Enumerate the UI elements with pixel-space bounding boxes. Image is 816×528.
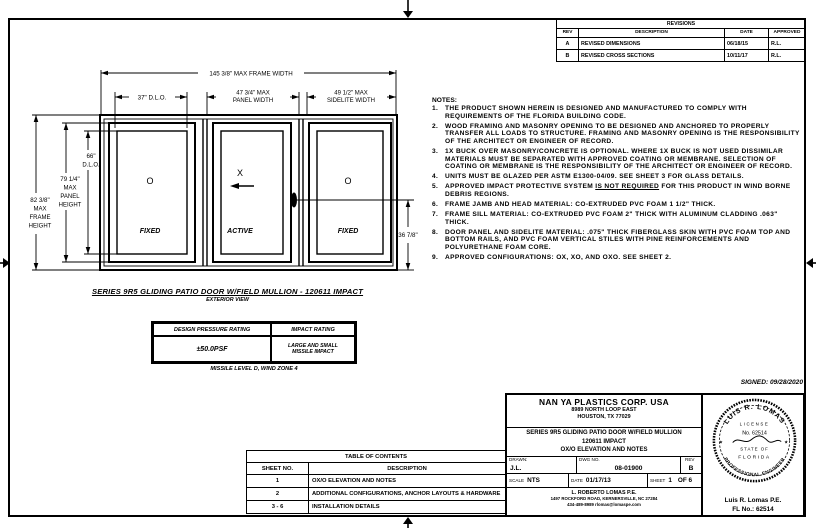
svg-text:79 1/4": 79 1/4" [60, 176, 80, 183]
title-block [505, 393, 805, 517]
svg-text:SIDELITE WIDTH: SIDELITE WIDTH [326, 98, 376, 104]
sheet-number: 1 [668, 477, 672, 484]
engineer-name: L. ROBERTO LOMAS P.E. [571, 490, 637, 496]
notes-title: NOTES: [432, 97, 457, 104]
revision-approved: R.L. [769, 38, 806, 50]
dim-handle-height: 36 7/8" [398, 232, 418, 239]
design-pressure-value: ±50.0PSF [153, 336, 271, 362]
slide-direction-arrow-icon [230, 183, 254, 189]
svg-text:D.L.O.: D.L.O. [82, 162, 100, 169]
toc-row: 2 ADDITIONAL CONFIGURATIONS, ANCHOR LAYOUTS & HARDWARE [247, 488, 506, 501]
seal-license: LICENSE [739, 421, 770, 427]
note-item: 2. WOOD FRAMING AND MASONRY OPENING TO BE DESIGNED AND ANCHORED TO PROPERLY TRANSFER ALL LOADS TO STRUCTURE. FRAMING AND MASONRY OPENING IS THE RESPONSIBILITY OF THE ARCHITECT OR ENGINEER OF RECORD. [432, 122, 800, 145]
toc-row: 1 OX/O ELEVATION AND NOTES [247, 475, 506, 488]
panel-label-fixed-right: FIXED [337, 228, 359, 235]
panel-label-fixed-left: FIXED [139, 228, 161, 235]
engineer-printed-name: Luis R. Lomas P.E. [724, 497, 782, 505]
product-series: SERIES 9R5 GLIDING PATIO DOOR W/FIELD MULLION [526, 430, 682, 436]
elevation-caption [30, 287, 425, 303]
note-item: 5. APPROVED IMPACT PROTECTIVE SYSTEM IS NOT REQUIRED FOR THIS PRODUCT IN WIND BORNE DEBRIS REGIONS. [432, 183, 791, 198]
note-item: 9. APPROVED CONFIGURATIONS: OX, XO, AND OXO. SEE SHEET 2. [432, 254, 672, 262]
rev-cell: REV B [681, 457, 701, 473]
sheet-of: OF 6 [677, 477, 693, 484]
sheet-cell: SHEET 1 OF 6 [650, 477, 693, 484]
pe-seal-icon [705, 395, 804, 494]
dwg-no-cell: DWG NO. 08-01900 [577, 457, 681, 473]
revisions-col-date: DATE [725, 29, 769, 38]
product-impact: 120611 IMPACT [582, 438, 626, 445]
company-address: 8989 NORTH LOOP EAST [571, 407, 637, 413]
svg-text:HEIGHT: HEIGHT [58, 202, 82, 209]
svg-text:66": 66" [86, 153, 96, 160]
engineer-fl-number: FL No.: 62514 [732, 506, 774, 513]
toc-col-sheet: SHEET NO. [247, 463, 309, 475]
toc-title: TABLE OF CONTENTS [247, 451, 506, 463]
product-sheet-desc: OX/O ELEVATION AND NOTES [560, 447, 648, 454]
fixed-sidelite-left [109, 123, 195, 262]
impact-rating-header: IMPACT RATING [271, 323, 355, 336]
notes-section [432, 97, 802, 264]
door-frame [100, 115, 397, 270]
dim-frame-height [29, 197, 52, 230]
elevation-subtitle: EXTERIOR VIEW [206, 297, 249, 303]
revisions-title: REVISIONS [557, 20, 806, 29]
signed-date: SIGNED: 09/28/2020 [740, 379, 803, 386]
center-mark-top-icon [400, 0, 416, 19]
toc-col-description: DESCRIPTION [309, 463, 506, 475]
elevation-title: SERIES 9R5 GLIDING PATIO DOOR W/FIELD MULLION - 120611 IMPACT [91, 287, 364, 296]
design-pressure-header: DESIGN PRESSURE RATING [153, 323, 271, 336]
note-item: 7. FRAME SILL MATERIAL: CO-EXTRUDED PVC FOAM 2" THICK WITH ALUMINUM CLADDING .063" THICK. [432, 211, 778, 226]
note-item: 1. THE PRODUCT SHOWN HEREIN IS DESIGNED AND MANUFACTURED TO COMPLY WITH REQUIREMENTS OF THE FLORIDA BUILDING CODE. [432, 105, 747, 120]
revisions-col-approved: APPROVED [769, 29, 806, 38]
note-item: 6. FRAME JAMB AND HEAD MATERIAL: CO-EXTRUDED PVC FOAM 1 1/2" THICK. [432, 201, 716, 209]
company-city: HOUSTON, TX 77029 [577, 413, 631, 420]
svg-text:MAX: MAX [63, 185, 77, 192]
revisions-col-description: DESCRIPTION [579, 29, 725, 38]
symbol-o-left: O [146, 176, 154, 186]
scale-value: NTS [527, 477, 540, 484]
svg-text:82 3/8": 82 3/8" [30, 197, 50, 204]
product-block [507, 428, 701, 457]
note-item: 4. UNITS MUST BE GLAZED PER ASTM E1300-04/09. SEE SHEET 3 FOR GLASS DETAILS. [432, 173, 744, 181]
seal-name-arc: LUIS R. LOMAS [723, 403, 786, 426]
symbol-o-right: O [344, 176, 352, 186]
company-name: NAN YA PLASTICS CORP. USA [539, 397, 669, 407]
seal-signature [733, 436, 782, 443]
revision-description: REVISED DIMENSIONS [579, 38, 725, 50]
date-value: 01/17/13 [585, 477, 611, 484]
seal-star-left-icon: ★ [718, 439, 723, 445]
drawn-by: J.L. [510, 465, 522, 472]
scale-cell: SCALE NTS [507, 474, 569, 487]
dim-dlo-width: 37" D.L.O. [137, 94, 167, 102]
revision-approved: R.L. [769, 50, 806, 62]
fixed-sidelite-right [309, 123, 391, 262]
company-block [507, 395, 701, 428]
revision-letter: B [557, 50, 579, 62]
engineer-address: 1497 ROCKFORD ROAD, KERNERSVILLE, NC 27284 [550, 496, 658, 501]
rev-value: B [688, 465, 694, 472]
table-of-contents [246, 450, 506, 514]
panel-label-active: ACTIVE [227, 228, 253, 235]
revisions-col-rev: REV [557, 29, 579, 38]
revision-row [557, 50, 806, 62]
revision-row [557, 38, 806, 50]
engineer-contact: 434-489-8989 rlomas@lomaspe.com [567, 501, 641, 507]
note-item: 3. 1X BUCK OVER MASONRY/CONCRETE IS OPTIONAL. WHERE 1X BUCK IS NOT USED DISSIMILAR MATERIALS MUST BE SEPARATED WITH APPROVED COATING OR MEMBRANE. SELECTION OF COATING OR MEMBRANE IS THE RESPONSIBILITY OF THE ARCHITECT OR ENGINEER OF RECORD. [432, 147, 793, 171]
revisions-table [556, 19, 806, 62]
door-elevation-drawing [10, 60, 430, 310]
door-handle [291, 193, 297, 208]
seal-state: FLORIDA [738, 455, 771, 461]
seal-number: No. 62514 [742, 430, 767, 437]
drawn-cell: DRAWN: J.L. [507, 457, 577, 473]
center-mark-left-icon [0, 255, 10, 271]
svg-text:PANEL WIDTH: PANEL WIDTH [232, 98, 274, 104]
svg-text:MAX: MAX [33, 206, 47, 213]
symbol-x-center: X [236, 168, 244, 178]
stamp-area [703, 395, 803, 515]
svg-text:PANEL: PANEL [60, 194, 80, 200]
seal-state-of: STATE OF [740, 446, 769, 452]
dim-sidelite-width: 49 1/2" MAX [334, 90, 368, 97]
seal-title-arc: PROFESSIONAL ENGINEER [722, 457, 787, 479]
rating-footnote: MISSILE LEVEL D, WIND ZONE 4 [210, 366, 298, 372]
impact-rating-value: LARGE AND SMALL MISSILE IMPACT [271, 336, 355, 362]
rating-table [151, 321, 357, 372]
seal-star-right-icon: ★ [784, 439, 789, 445]
dim-frame-width: 145 3/8" MAX FRAME WIDTH [209, 70, 293, 78]
dim-dlo-height [82, 153, 100, 169]
center-mark-right-icon [806, 255, 816, 271]
revision-description: REVISED CROSS SECTIONS [579, 50, 725, 62]
toc-row: 3 - 6 INSTALLATION DETAILS [247, 501, 506, 514]
engineer-firm-block [507, 488, 701, 515]
dim-panel-width: 47 3/4" MAX [236, 90, 270, 97]
revision-date: 06/18/15 [725, 38, 769, 50]
note-item: 8. DOOR PANEL AND SIDELITE MATERIAL: .075" THICK FIBERGLASS SKIN WITH PVC FOAM TOP AND BOTTOM RAILS, AND PVC FOAM VERTICAL STILES WITH PINE REINFORCEMENTS AND POLYURETHANE FOAM CORE. [432, 228, 791, 251]
date-cell: DATE 01/17/13 [569, 474, 648, 487]
svg-text:HEIGHT: HEIGHT [28, 223, 52, 230]
dwg-number: 08-01900 [614, 465, 643, 472]
revision-date: 10/11/17 [725, 50, 769, 62]
svg-text:FRAME: FRAME [29, 215, 51, 221]
center-mark-bottom-icon [400, 517, 416, 528]
dim-panel-height [59, 176, 82, 209]
active-panel [213, 123, 297, 262]
revision-letter: A [557, 38, 579, 50]
